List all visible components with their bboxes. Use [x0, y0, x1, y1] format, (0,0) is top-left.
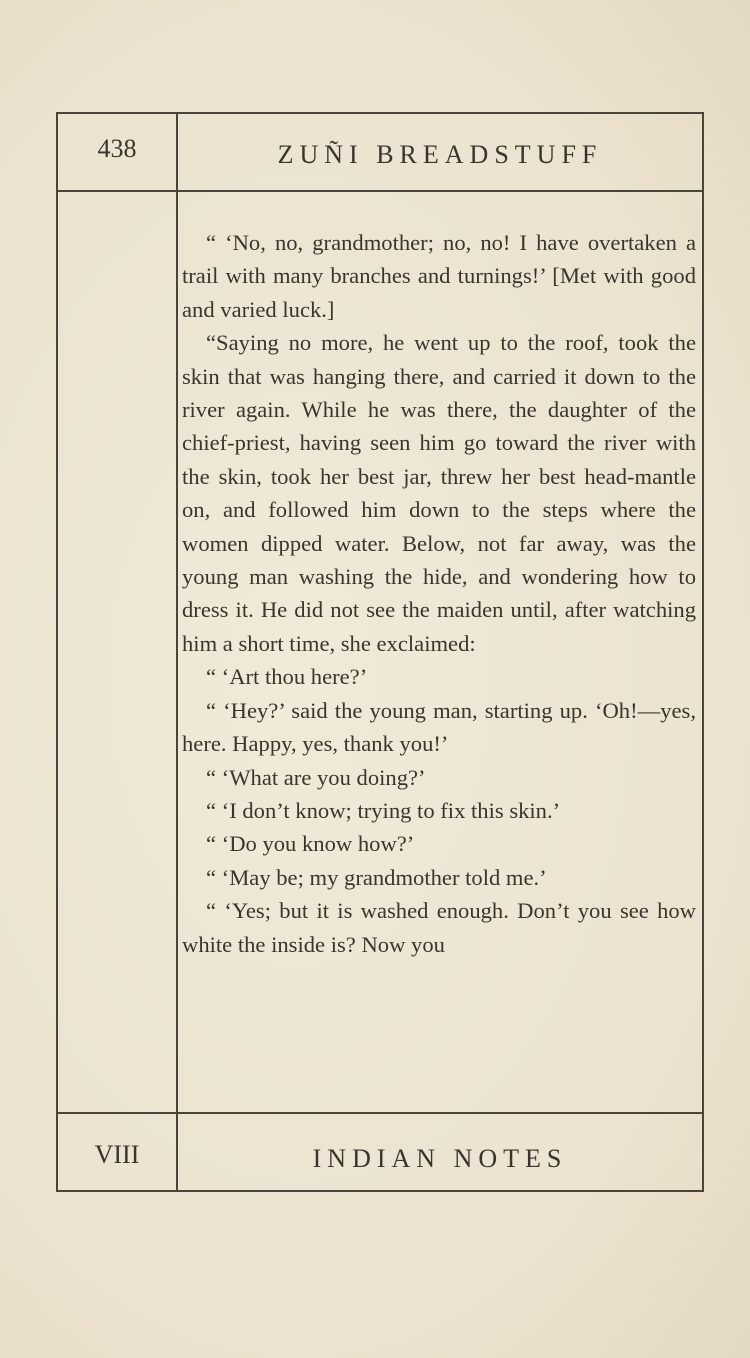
paragraph: “ ‘What are you doing?’: [206, 764, 426, 790]
header-rule: [58, 190, 702, 192]
margin-rule: [176, 114, 178, 1190]
paragraph: “ ‘Yes; but it is washed enough. Don’t you see how white the inside is? Now you: [182, 898, 696, 957]
paragraph: “ ‘Do you know how?’: [206, 831, 415, 857]
running-head: ZUÑI BREADSTUFF: [277, 140, 603, 169]
series-title: INDIAN NOTES: [312, 1144, 568, 1173]
paragraph: “ ‘May be; my grandmother told me.’: [206, 864, 547, 890]
paragraph: “ ‘No, no, grandmother; no, no! I have overtaken a trail with many branches and turnings!’ [Met with good and varied luck.]: [182, 230, 696, 322]
paragraph: “Saying no more, he went up to the roof, took the skin that was hanging there, and carried it down to the river again. While he was there, the daughter of the chief-priest, having seen him go toward the river with the skin, took her best jar, threw her best head-mantle on, and followed him down to the steps where the women dipped water. Below, not far away, was the young man washing the hide, and wondering how to dress it. He did not see the maiden until, after watching him a short time, she exclaimed:: [182, 330, 696, 656]
body-text: [182, 226, 696, 961]
page-frame: [56, 112, 704, 1192]
page-number: 438: [97, 134, 137, 163]
series-number: VIII: [94, 1140, 140, 1169]
paragraph: “ ‘I don’t know; trying to fix this skin.’: [206, 797, 561, 823]
paragraph: “ ‘Hey?’ said the young man, starting up. ‘Oh!—yes, here. Happy, yes, thank you!’: [182, 697, 696, 757]
footer-rule: [58, 1112, 702, 1114]
paragraph: “ ‘Art thou here?’: [206, 664, 368, 690]
